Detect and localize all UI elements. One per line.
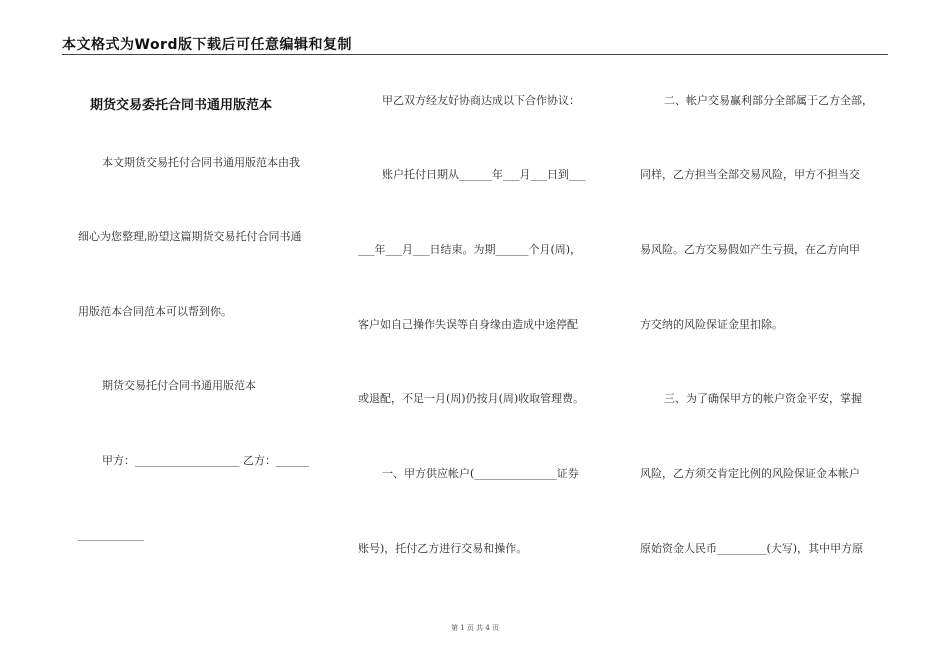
col2-line-2: 账户托付日期从______年___月___日到___: [382, 168, 586, 181]
col2-line-1: 甲乙双方经友好协商达成以下合作协议：: [382, 94, 580, 107]
document-header: 本文格式为Word版下载后可任意编辑和复制: [62, 37, 352, 53]
col1-line-3: 用版范本合同范本可以帮到你。: [78, 305, 232, 318]
document-title: 期货交易委托合同书通用版范本: [90, 98, 273, 113]
col2-line-7: 账号)，托付乙方进行交易和操作。: [358, 542, 528, 555]
col3-line-7: 原始资金人民币_________(大写)，其中甲方原: [640, 542, 864, 555]
col2-line-3: ___年___月___日结束。为期______个月(周)，: [358, 243, 582, 256]
header-rule: [62, 54, 888, 55]
col1-line-1: 本文期货交易托付合同书通用版范本由我: [102, 156, 300, 169]
col3-line-2: 同样，乙方担当全部交易风险，甲方不担当交: [640, 168, 860, 181]
col3-line-6: 风险，乙方须交肯定比例的风险保证金本帐户: [640, 467, 860, 480]
col1-blank-line: ____________: [78, 528, 144, 541]
col3-line-5: 三、为了确保甲方的帐户资金平安，掌握: [664, 392, 862, 405]
col1-line-4: 期货交易托付合同书通用版范本: [102, 379, 256, 392]
col1-line-2: 细心为您整理,盼望这篇期货交易托付合同书通: [78, 230, 302, 243]
col2-line-5: 或退配，不足一月(周)仍按月(周)收取管理费。: [358, 392, 585, 405]
col3-line-3: 易风险。乙方交易假如产生亏损，在乙方向甲: [640, 243, 860, 256]
col1-line-5: 甲方：___________________ 乙方：______: [102, 454, 309, 467]
page-number: 第 1 页 共 4 页: [450, 624, 500, 632]
col2-line-4: 客户如自己操作失误等自身缘由造成中途停配: [358, 318, 578, 331]
col3-line-1: 二、帐户交易赢利部分全部属于乙方全部，: [664, 94, 873, 107]
col3-line-4: 方交纳的风险保证金里扣除。: [640, 318, 783, 331]
col2-line-6: 一、甲方供应帐户(_______________证券: [382, 467, 579, 480]
